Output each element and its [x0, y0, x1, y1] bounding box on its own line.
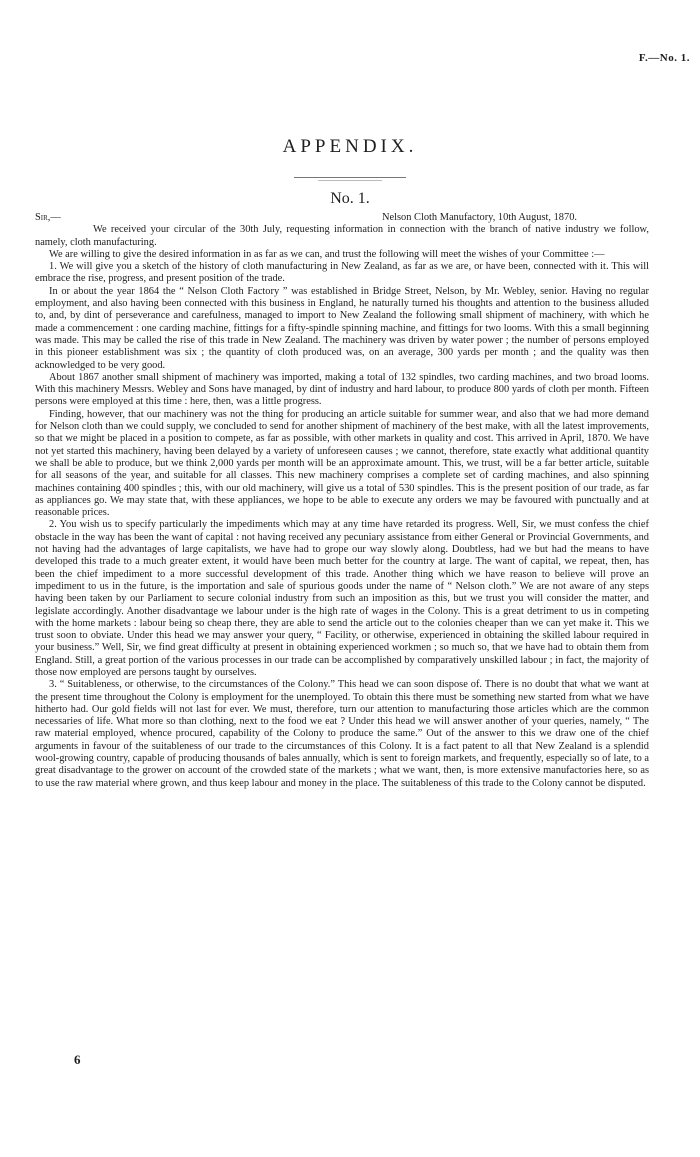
letter-heading [35, 212, 649, 224]
paragraph: About 1867 another small shipment of machinery was imported, making a total of 132 spindles, two carding machines, and two broad looms. With this machinery Messrs. Webley and Sons have managed, by dint of industry and hard labour, to produce 800 yards of cloth per month. Fifteen persons were employed at this time : here, then, was a little progress. [35, 371, 649, 408]
paragraph: We are willing to give the desired information in as far as we can, and trust the following will meet the wishes of your Committee :— [49, 248, 605, 260]
salutation: Sir,— [35, 212, 61, 223]
page-number: 6 [74, 1052, 81, 1067]
letter-body [35, 212, 649, 790]
paragraph: 3. “ Suitableness, or otherwise, to the circumstances of the Colony.” This head we can soon dispose of. There is no doubt that what we want at the present time throughout the Colony is employment for the unemployed. To obtain this there must be something new started from what we have hitherto had. Our gold fields will not last for ever. We must, therefore, turn our attention to manufacturing those articles which are the common necessaries of life. What more so than clothing, next to the food we eat ? Under this head we will answer another of your queries, namely, “ The raw material employed, whence procured, capability of the Colony to produce the same.” Out of the answer to this we draw one of the chief arguments in favour of the suitableness of our trade to the circumstances of this Colony. It is a fact patent to all that New Zealand is a splendid wool-growing country, capable of producing thousands of bales annually, which is sent to foreign markets, and frequently, especially so of late, to a great disadvantage to the grower on account of the crowded state of the markets ; what we want, then, is more extensive manufactories here, so as to use the raw material where grown, and thus keep labour and money in the place. The suitableness of this trade to the Colony cannot be disputed. [35, 679, 649, 789]
paragraph: We received your circular of the 30th July, requesting information in connection with the branch of native industry we follow, namely, cloth manufacturing. [35, 224, 649, 248]
document-number: No. 1. [330, 190, 370, 207]
page-reference: F.—No. 1. [638, 52, 690, 64]
paragraph: 1. We will give you a sketch of the history of cloth manufacturing in New Zealand, as far as we are, or have been, connected with it. This will embrace the rise, progress, and present position of the trade. [35, 261, 649, 285]
page-title: APPENDIX. [282, 136, 418, 157]
dateline: Nelson Cloth Manufactory, 10th August, 1870. [381, 212, 577, 223]
paragraph: 2. You wish us to specify particularly the impediments which may at any time have retarded its progress. Well, Sir, we must confess the chief obstacle in the way has been the want of capital : not having received any pecuniary assistance from either General or Provincial Governments, and not having had the advantages of large capitalists, we have had to grope our way slowly along. Doubtless, had we but had the means to have developed this trade to a much greater extent, it would have been much better for the country at large. The want of capital, we repeat, then, has been the chief impediment to a more successful development of this trade. Another thing which we have reason to believe will prove an impediment to us in the future, is the importation and sale of spurious goods under the name of “ Nelson cloth.” We are not aware of any steps having been taken by our Parliament to secure colonial industry from such an imposition as this, but we trust you will consider the matter, and legislate accordingly. Another disadvantage we labour under is the high rate of wages in the Colony. This is a great detriment to us in competing with the home markets : labour being so cheap there, they are able to send the article out to the colonies cheaper than we can yet make it. This we trust soon to obviate. Under this head we may answer your query, “ Facility, or otherwise, experienced in obtaining the skilled labour required in your business.” Well, Sir, we find great difficulty at present in obtaining experienced workmen ; so much so, that we have had to obtain them from England. Still, a great portion of the various processes in our trade can be accomplished by comparatively unskilled labour ; in fact, the majority of those now employed are persons taught by ourselves. [35, 519, 649, 678]
title-divider [294, 177, 406, 178]
paragraph: In or about the year 1864 the “ Nelson Cloth Factory ” was established in Bridge Street, Nelson, by Mr. Webley, senior. Having no regular employment, and also having been connected with this business in England, he naturally turned his thoughts and attention to the business alluded to, and, by dint of perseverance and carefulness, managed to import to New Zealand the following small shipment of machinery, with which he made a commencement : one carding machine, fittings for a fifty-spindle spinning machine, and fittings for two looms. With this a small beginning was made. This may be called the rise of this trade in New Zealand. The machinery was driven by water power ; the number of persons employed in this pioneer establishment was six ; the quantity of cloth produced was, on an average, 300 yards per month ; and the quality was then acknowledged to be very good. [35, 285, 649, 371]
title-divider-short [318, 180, 382, 181]
paragraph: Finding, however, that our machinery was not the thing for producing an article suitable for summer wear, and also that we had more demand for Nelson cloth than we could supply, we concluded to send for another shipment of machinery of the best make, with all the latest improvements, so that we might be placed in a position to compete, as far as possible, with other markets in quality and cost. This arrived in April, 1870. We have not yet started this machinery, having been delayed by a variety of unforeseen causes ; we cannot, therefore, state exactly what additional quantity we shall be able to produce, but we think 2,000 yards per month will be an approximate amount. This, we trust, will be a far better article, suitable for all seasons of the year, and suitable for all classes. This new machinery comprises a complete set of carding machines, and also spinning machines containing 400 spindles ; this, with our old machinery, will give us a total of 530 spindles. This is the present position of our trade, as far as appliances go. We may state that, with these appliances, we hope to be able to execute any orders we may be favoured with punctually and at reasonable prices. [35, 408, 649, 519]
